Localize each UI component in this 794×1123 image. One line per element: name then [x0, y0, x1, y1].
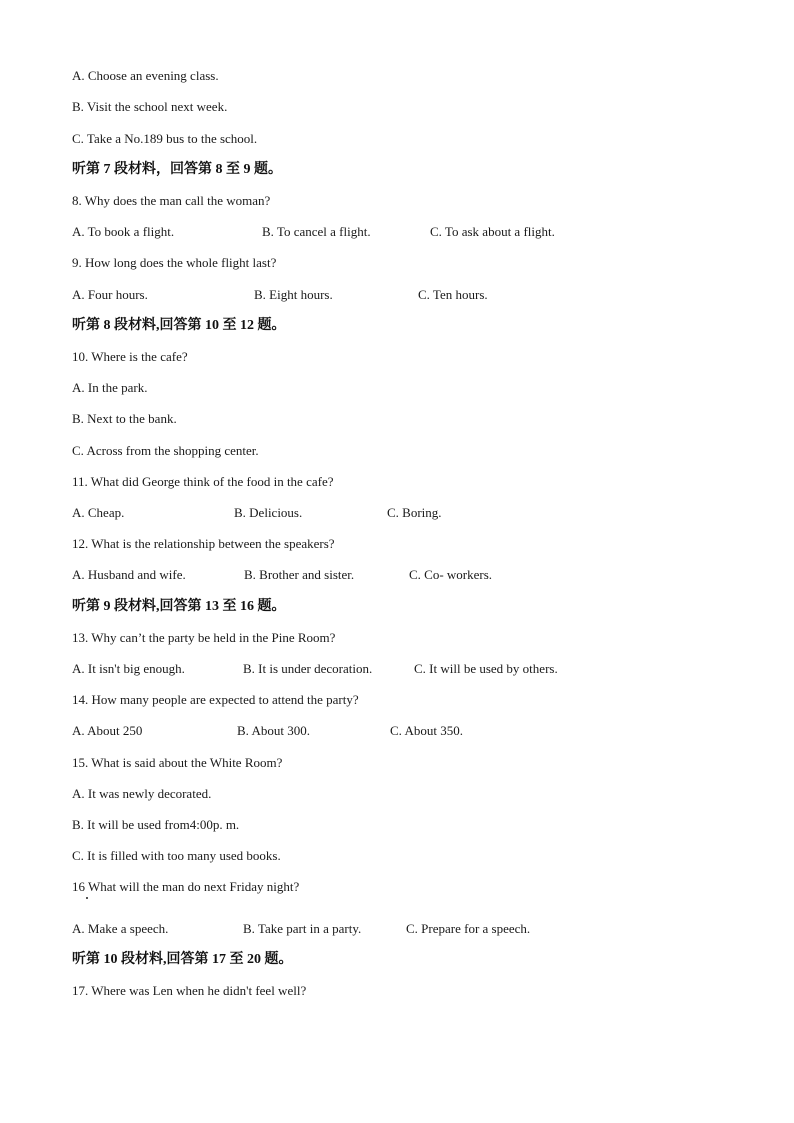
- question-text: 14. How many people are expected to attend the party?: [72, 692, 359, 707]
- option-c: C. To ask about a flight.: [430, 224, 555, 239]
- option-b: B. Brother and sister.: [244, 567, 355, 582]
- question-text: 9. How long does the whole flight last?: [72, 255, 277, 270]
- section-header: 听第 8 段材料,回答第 10 至 12 题。: [72, 318, 286, 333]
- question-text: 16 What will the man do next Friday night?: [72, 879, 300, 894]
- question-text: 13. Why can’t the party be held in the Pine Room?: [72, 630, 336, 645]
- section-header: 听第 7 段材料，回答第 8 至 9 题。: [72, 162, 282, 177]
- option-a: A. It isn't big enough.: [72, 661, 185, 676]
- option-c: C. Prepare for a speech.: [406, 921, 531, 936]
- option-line: B. Next to the bank.: [72, 411, 177, 426]
- option-b: B. Eight hours.: [254, 287, 333, 302]
- option-b: B. Delicious.: [234, 505, 303, 520]
- option-line: B. Visit the school next week.: [72, 99, 228, 114]
- option-line: C. It is filled with too many used books.: [72, 848, 281, 863]
- question-text: 12. What is the relationship between the speakers?: [72, 536, 335, 551]
- option-b: B. It is under decoration.: [243, 661, 373, 676]
- section-header: 听第 10 段材料,回答第 17 至 20 题。: [72, 952, 293, 967]
- option-a: A. About 250: [72, 723, 143, 738]
- option-c: C. It will be used by others.: [414, 661, 558, 676]
- question-text: 10. Where is the cafe?: [72, 349, 188, 364]
- stray-dot: [86, 897, 88, 899]
- option-line: A. It was newly decorated.: [72, 786, 212, 801]
- option-c: C. Ten hours.: [418, 287, 488, 302]
- option-line: C. Across from the shopping center.: [72, 443, 259, 458]
- option-c: C. Co- workers.: [409, 567, 493, 582]
- option-a: A. Cheap.: [72, 505, 125, 520]
- section-header: 听第 9 段材料,回答第 13 至 16 题。: [72, 599, 286, 614]
- question-text: 17. Where was Len when he didn't feel well?: [72, 983, 307, 998]
- option-a: A. Four hours.: [72, 287, 148, 302]
- question-text: 8. Why does the man call the woman?: [72, 193, 271, 208]
- option-c: C. About 350.: [390, 723, 463, 738]
- option-line: C. Take a No.189 bus to the school.: [72, 131, 258, 146]
- option-line: A. In the park.: [72, 380, 148, 395]
- question-text: 15. What is said about the White Room?: [72, 755, 283, 770]
- option-c: C. Boring.: [387, 505, 442, 520]
- option-a: A. To book a flight.: [72, 224, 175, 239]
- option-line: A. Choose an evening class.: [72, 68, 219, 83]
- question-text: 11. What did George think of the food in the cafe?: [72, 474, 334, 489]
- option-line: B. It will be used from4:00p. m.: [72, 817, 240, 832]
- option-b: B. Take part in a party.: [243, 921, 362, 936]
- option-b: B. To cancel a flight.: [262, 224, 371, 239]
- option-a: A. Make a speech.: [72, 921, 169, 936]
- option-a: A. Husband and wife.: [72, 567, 186, 582]
- option-b: B. About 300.: [237, 723, 310, 738]
